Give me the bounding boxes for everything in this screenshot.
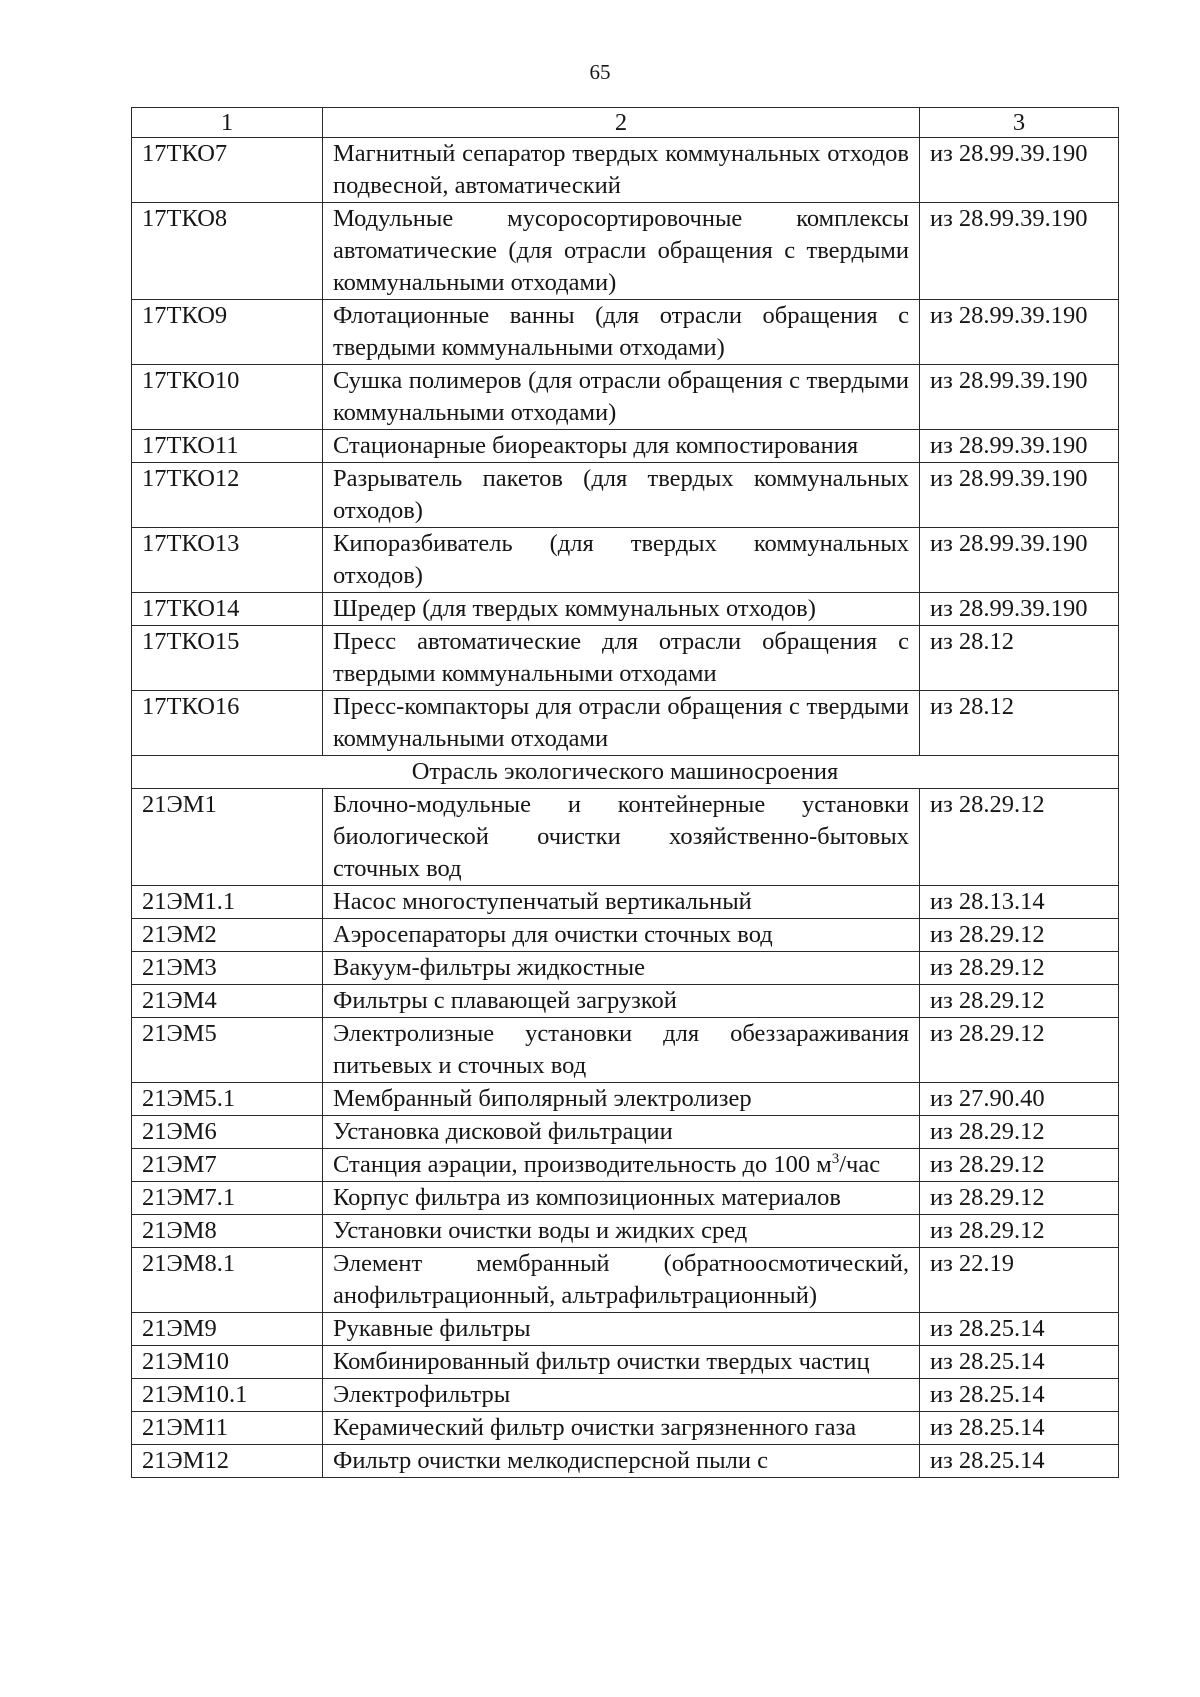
- row-code: 21ЭМ2: [132, 919, 323, 952]
- row-code: 21ЭМ5.1: [132, 1083, 323, 1116]
- row-code: 21ЭМ12: [132, 1445, 323, 1478]
- row-okpd-code: из 28.12: [920, 691, 1119, 756]
- table-row: [132, 463, 1119, 528]
- row-okpd-code: из 28.25.14: [920, 1412, 1119, 1445]
- row-description: Рукавные фильтры: [323, 1313, 920, 1346]
- row-okpd-code: из 28.29.12: [920, 985, 1119, 1018]
- table-row: [132, 886, 1119, 919]
- table-row: [132, 1083, 1119, 1116]
- row-code: 21ЭМ7.1: [132, 1182, 323, 1215]
- row-code: 21ЭМ8: [132, 1215, 323, 1248]
- row-code: 21ЭМ1: [132, 789, 323, 886]
- row-code: 21ЭМ3: [132, 952, 323, 985]
- description-text: Станция аэрации, производительность до 100 м: [333, 1151, 832, 1178]
- table-row: [132, 138, 1119, 203]
- row-okpd-code: из 28.25.14: [920, 1379, 1119, 1412]
- row-description: Вакуум-фильтры жидкостные: [323, 952, 920, 985]
- row-okpd-code: из 28.29.12: [920, 1116, 1119, 1149]
- table-header-row: [132, 108, 1119, 138]
- section-row: [132, 756, 1119, 789]
- row-description: Магнитный сепаратор твердых коммунальных отходов подвесной, автоматический: [323, 138, 920, 203]
- table-row: [132, 1116, 1119, 1149]
- row-okpd-code: из 28.99.39.190: [920, 203, 1119, 300]
- row-code: 17ТКО12: [132, 463, 323, 528]
- row-description: Кипоразбиватель (для твердых коммунальных отходов): [323, 528, 920, 593]
- row-code: 21ЭМ5: [132, 1018, 323, 1083]
- row-okpd-code: из 28.12: [920, 626, 1119, 691]
- row-okpd-code: из 27.90.40: [920, 1083, 1119, 1116]
- table-row: [132, 528, 1119, 593]
- row-description: Шредер (для твердых коммунальных отходов): [323, 593, 920, 626]
- row-description: Пресс автоматические для отрасли обращения с твердыми коммунальными отходами: [323, 626, 920, 691]
- row-description: Разрыватель пакетов (для твердых коммунальных отходов): [323, 463, 920, 528]
- unit-exponent: 3: [831, 1150, 840, 1167]
- row-code: 21ЭМ1.1: [132, 886, 323, 919]
- row-description: Фильтры с плавающей загрузкой: [323, 985, 920, 1018]
- unit-suffix: /час: [839, 1151, 881, 1178]
- table-row: [132, 789, 1119, 886]
- row-description: [323, 1149, 920, 1182]
- row-description: Корпус фильтра из композиционных материалов: [323, 1182, 920, 1215]
- table-row: [132, 430, 1119, 463]
- row-description: Модульные мусоросортировочные комплексы автоматические (для отрасли обращения с твердыми коммунальными отходами): [323, 203, 920, 300]
- table-row: [132, 985, 1119, 1018]
- table-row: [132, 1182, 1119, 1215]
- row-code: 21ЭМ8.1: [132, 1248, 323, 1313]
- row-description: Блочно-модульные и контейнерные установки биологической очистки хозяйственно-бытовых сточных вод: [323, 789, 920, 886]
- table-row: [132, 691, 1119, 756]
- row-code: 21ЭМ7: [132, 1149, 323, 1182]
- row-code: 17ТКО8: [132, 203, 323, 300]
- row-okpd-code: из 28.99.39.190: [920, 300, 1119, 365]
- row-okpd-code: из 28.29.12: [920, 1182, 1119, 1215]
- row-code: 17ТКО13: [132, 528, 323, 593]
- row-description: Установка дисковой фильтрации: [323, 1116, 920, 1149]
- row-description: Стационарные биореакторы для компостирования: [323, 430, 920, 463]
- row-okpd-code: из 22.19: [920, 1248, 1119, 1313]
- row-description: Аэросепараторы для очистки сточных вод: [323, 919, 920, 952]
- row-description: Насос многоступенчатый вертикальный: [323, 886, 920, 919]
- row-okpd-code: из 28.99.39.190: [920, 528, 1119, 593]
- table-row: [132, 1149, 1119, 1182]
- column-header-2: 2: [323, 108, 920, 138]
- row-description: Электрофильтры: [323, 1379, 920, 1412]
- table-row: [132, 365, 1119, 430]
- section-title: Отрасль экологического машиносроения: [132, 756, 1119, 789]
- row-code: 21ЭМ6: [132, 1116, 323, 1149]
- row-description: Пресс-компакторы для отрасли обращения с твердыми коммунальными отходами: [323, 691, 920, 756]
- row-code: 21ЭМ9: [132, 1313, 323, 1346]
- row-description: Электролизные установки для обеззараживания питьевых и сточных вод: [323, 1018, 920, 1083]
- row-okpd-code: из 28.29.12: [920, 789, 1119, 886]
- table-row: [132, 1379, 1119, 1412]
- row-code: 17ТКО14: [132, 593, 323, 626]
- row-code: 21ЭМ10.1: [132, 1379, 323, 1412]
- page-number: 65: [589, 60, 611, 84]
- table-row: [132, 626, 1119, 691]
- row-okpd-code: из 28.99.39.190: [920, 430, 1119, 463]
- row-code: 21ЭМ11: [132, 1412, 323, 1445]
- row-code: 17ТКО7: [132, 138, 323, 203]
- table-row: [132, 203, 1119, 300]
- table-row: [132, 300, 1119, 365]
- row-description: Керамический фильтр очистки загрязненного газа: [323, 1412, 920, 1445]
- row-description: Мембранный биполярный электролизер: [323, 1083, 920, 1116]
- row-description: Сушка полимеров (для отрасли обращения с твердыми коммунальными отходами): [323, 365, 920, 430]
- column-header-1: 1: [132, 108, 323, 138]
- table-row: [132, 919, 1119, 952]
- row-code: 21ЭМ4: [132, 985, 323, 1018]
- row-okpd-code: из 28.99.39.190: [920, 365, 1119, 430]
- row-okpd-code: из 28.99.39.190: [920, 463, 1119, 528]
- row-code: 17ТКО11: [132, 430, 323, 463]
- row-description: Комбинированный фильтр очистки твердых частиц: [323, 1346, 920, 1379]
- table-row: [132, 1248, 1119, 1313]
- row-code: 17ТКО16: [132, 691, 323, 756]
- row-okpd-code: из 28.29.12: [920, 1018, 1119, 1083]
- table-row: [132, 1215, 1119, 1248]
- equipment-table: [131, 107, 1119, 1478]
- row-okpd-code: из 28.29.12: [920, 919, 1119, 952]
- row-okpd-code: из 28.99.39.190: [920, 593, 1119, 626]
- table-row: [132, 1445, 1119, 1478]
- row-okpd-code: из 28.29.12: [920, 1149, 1119, 1182]
- row-okpd-code: из 28.99.39.190: [920, 138, 1119, 203]
- table-row: [132, 1313, 1119, 1346]
- row-okpd-code: из 28.13.14: [920, 886, 1119, 919]
- table-row: [132, 1018, 1119, 1083]
- row-okpd-code: из 28.25.14: [920, 1313, 1119, 1346]
- row-code: 17ТКО10: [132, 365, 323, 430]
- column-header-3: 3: [920, 108, 1119, 138]
- row-description: Установки очистки воды и жидких сред: [323, 1215, 920, 1248]
- row-okpd-code: из 28.29.12: [920, 952, 1119, 985]
- row-code: 21ЭМ10: [132, 1346, 323, 1379]
- table-row: [132, 593, 1119, 626]
- row-okpd-code: из 28.25.14: [920, 1445, 1119, 1478]
- row-description: Фильтр очистки мелкодисперсной пыли с: [323, 1445, 920, 1478]
- table-row: [132, 1346, 1119, 1379]
- row-description: Элемент мембранный (обратноосмотический, анофильтрационный, альтрафильтрационный): [323, 1248, 920, 1313]
- row-code: 17ТКО9: [132, 300, 323, 365]
- row-okpd-code: из 28.25.14: [920, 1346, 1119, 1379]
- row-description: Флотационные ванны (для отрасли обращения с твердыми коммунальными отходами): [323, 300, 920, 365]
- table-row: [132, 952, 1119, 985]
- table-row: [132, 1412, 1119, 1445]
- row-okpd-code: из 28.29.12: [920, 1215, 1119, 1248]
- row-code: 17ТКО15: [132, 626, 323, 691]
